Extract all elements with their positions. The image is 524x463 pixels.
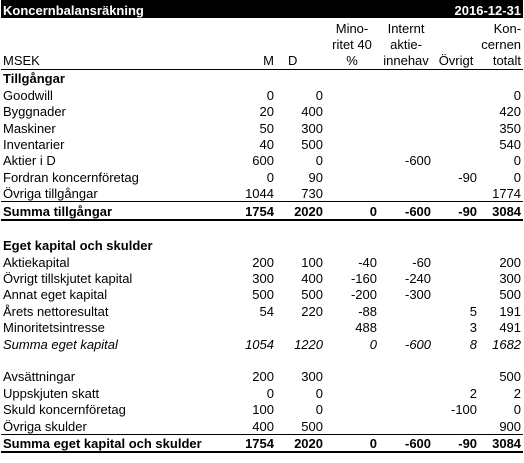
balance-table	[1, 0, 523, 453]
table-row	[1, 286, 523, 302]
row-label: Årets nettoresultat	[3, 303, 109, 319]
value-internt	[379, 417, 433, 434]
row-label: Goodwill	[3, 87, 53, 103]
value-ovrigt	[433, 152, 479, 168]
value-minoritet: -160	[350, 271, 377, 287]
table-row	[1, 319, 523, 335]
value-m: 50	[259, 120, 274, 136]
value-m: 54	[259, 303, 274, 319]
value-minoritet	[325, 86, 379, 102]
value-m: 1754	[230, 202, 276, 220]
value-internt: -600	[405, 153, 432, 169]
value-minoritet: 488	[355, 320, 377, 336]
value-d: 0	[315, 153, 323, 169]
value-internt	[379, 136, 433, 152]
value-d: 300	[301, 369, 323, 385]
value-d: 2020	[276, 434, 325, 452]
value-m: 300	[252, 271, 274, 287]
value-ovrigt	[433, 86, 479, 102]
value-internt	[379, 384, 433, 400]
value-ovrigt: 8	[469, 336, 478, 352]
value-ovrigt: 5	[469, 303, 478, 319]
value-ovrigt: -90	[458, 169, 478, 185]
value-minoritet: 0	[369, 336, 377, 352]
table-row	[1, 152, 523, 168]
header-minoritet	[325, 18, 379, 70]
value-ovrigt	[433, 270, 479, 286]
value-internt	[379, 401, 433, 417]
value-m	[230, 319, 276, 335]
value-total: 200	[499, 254, 522, 270]
value-minoritet: -88	[358, 303, 377, 319]
header-total	[479, 18, 523, 70]
value-m: 200	[252, 254, 274, 270]
value-total: 1682	[492, 336, 522, 352]
header-internt-line: innehav	[383, 53, 429, 68]
value-d: 400	[301, 104, 323, 120]
value-m: 40	[259, 136, 274, 152]
value-minoritet	[325, 368, 379, 384]
table-row	[1, 302, 523, 318]
value-m: 200	[252, 369, 274, 385]
spacer-row	[1, 220, 523, 237]
value-internt	[379, 302, 433, 318]
row-label: Fordran koncernföretag	[3, 169, 139, 185]
header-minoritet-line: %	[346, 53, 358, 68]
value-total: 3084	[479, 434, 523, 452]
value-total: 2	[513, 385, 522, 401]
value-internt	[379, 168, 433, 184]
value-minoritet	[325, 384, 379, 400]
value-ovrigt: -90	[433, 202, 479, 220]
spacer-cell	[1, 220, 523, 237]
row-label: Skuld koncernföretag	[3, 402, 126, 418]
value-internt: -240	[405, 271, 432, 287]
header-ovrigt: Övrigt	[433, 18, 479, 70]
value-total: 900	[499, 418, 522, 434]
value-ovrigt	[433, 185, 479, 202]
value-minoritet	[325, 152, 379, 168]
value-d: 2020	[276, 202, 325, 220]
value-total: 0	[513, 87, 522, 103]
value-minoritet	[325, 185, 379, 202]
value-d	[276, 319, 325, 335]
value-d: 1220	[294, 336, 323, 352]
value-total: 420	[499, 104, 522, 120]
header-minoritet-line: ritet 40	[332, 37, 372, 52]
value-internt: -600	[379, 202, 433, 220]
table-row	[1, 417, 523, 434]
value-d: 0	[315, 87, 323, 103]
value-m: 0	[266, 169, 274, 185]
value-internt	[379, 368, 433, 384]
value-m: 0	[266, 87, 274, 103]
value-ovrigt	[433, 368, 479, 384]
header-total-line: cernen	[481, 37, 522, 52]
value-m: 1054	[245, 336, 274, 352]
subtotal-row-equity	[1, 335, 523, 351]
table-row	[1, 368, 523, 384]
value-total: 500	[499, 287, 522, 303]
row-label: Aktier i D	[3, 153, 56, 169]
value-minoritet: -200	[350, 287, 377, 303]
value-ovrigt	[433, 286, 479, 302]
value-minoritet: 0	[325, 434, 379, 452]
value-d: 500	[301, 418, 323, 434]
value-ovrigt	[433, 417, 479, 434]
sum-row-assets	[1, 202, 523, 220]
value-d: 300	[301, 120, 323, 136]
section-label: Tillgångar	[3, 71, 65, 87]
value-d: 0	[315, 402, 323, 418]
value-d: 100	[301, 254, 323, 270]
value-d: 220	[301, 303, 323, 319]
spacer-cell	[1, 352, 523, 368]
header-internt-line: aktie-	[390, 37, 422, 52]
value-ovrigt	[433, 253, 479, 269]
row-label: Minoritetsintresse	[3, 320, 105, 336]
header-minoritet-line: Mino-	[335, 21, 369, 36]
value-m: 1754	[230, 434, 276, 452]
row-label: Maskiner	[3, 120, 56, 136]
value-total: 1774	[492, 186, 522, 202]
value-minoritet	[325, 119, 379, 135]
row-label: Övrigt tillskjutet kapital	[3, 271, 133, 287]
row-label: Aktiekapital	[3, 254, 70, 270]
value-internt	[379, 319, 433, 335]
row-label: Summa eget kapital	[3, 336, 118, 352]
value-ovrigt: -100	[451, 402, 478, 418]
value-internt: -600	[405, 336, 432, 352]
value-minoritet	[325, 136, 379, 152]
value-internt: -300	[405, 287, 432, 303]
value-m: 600	[252, 153, 274, 169]
value-total: 0	[513, 153, 522, 169]
row-label: Summa tillgångar	[1, 202, 230, 220]
value-ovrigt: 2	[469, 385, 478, 401]
table-row	[1, 136, 523, 152]
section-equity	[1, 237, 523, 253]
title-row	[1, 0, 523, 18]
table-row	[1, 253, 523, 269]
header-internt-line: Internt	[387, 21, 425, 36]
value-internt	[379, 185, 433, 202]
table-row	[1, 119, 523, 135]
value-minoritet	[325, 401, 379, 417]
value-total: 350	[499, 120, 522, 136]
value-ovrigt	[433, 119, 479, 135]
sum-row-liabilities	[1, 434, 523, 452]
header-msek: MSEK	[1, 18, 230, 70]
header-total-line: Kon-	[493, 21, 522, 36]
value-m: 20	[259, 104, 274, 120]
value-d: 0	[315, 385, 323, 401]
row-label: Övriga skulder	[3, 418, 87, 434]
row-label: Uppskjuten skatt	[3, 385, 100, 401]
value-minoritet	[325, 168, 379, 184]
value-total: 491	[499, 320, 522, 336]
table-row	[1, 168, 523, 184]
header-internt	[379, 18, 433, 70]
value-ovrigt	[433, 136, 479, 152]
value-total: 0	[513, 402, 522, 418]
row-label: Annat eget kapital	[3, 287, 108, 303]
row-label: Inventarier	[3, 136, 65, 152]
balance-sheet	[1, 0, 523, 461]
row-label: Avsättningar	[3, 369, 76, 385]
value-d: 90	[308, 169, 323, 185]
value-m: 100	[252, 402, 274, 418]
table-row	[1, 185, 523, 202]
value-d: 730	[301, 186, 323, 202]
table-row	[1, 401, 523, 417]
header-total-line: totalt	[492, 53, 522, 68]
value-minoritet: 0	[325, 202, 379, 220]
value-m: 400	[252, 418, 274, 434]
spacer-row	[1, 352, 523, 368]
value-internt: -60	[412, 254, 432, 270]
value-m: 0	[266, 385, 274, 401]
value-internt	[379, 86, 433, 102]
value-d: 500	[301, 287, 323, 303]
value-ovrigt: 3	[469, 320, 478, 336]
header-d: D	[276, 18, 325, 70]
value-minoritet	[325, 417, 379, 434]
section-label: Eget kapital och skulder	[3, 238, 153, 254]
value-m: 500	[252, 287, 274, 303]
value-total: 300	[499, 271, 522, 287]
value-d: 400	[301, 271, 323, 287]
value-d: 500	[301, 136, 323, 152]
value-ovrigt	[433, 103, 479, 119]
value-total: 540	[499, 136, 522, 152]
sheet-date: 2016-12-31	[433, 0, 523, 18]
table-row	[1, 103, 523, 119]
value-total: 191	[499, 303, 522, 319]
value-ovrigt: -90	[433, 434, 479, 452]
value-internt: -600	[379, 434, 433, 452]
value-minoritet	[325, 103, 379, 119]
row-label: Byggnader	[3, 104, 66, 120]
row-label: Summa eget kapital och skulder	[1, 434, 230, 452]
value-total: 500	[499, 369, 522, 385]
value-total: 3084	[479, 202, 523, 220]
value-minoritet: -40	[358, 254, 377, 270]
value-internt	[379, 103, 433, 119]
section-assets	[1, 70, 523, 87]
table-row	[1, 384, 523, 400]
table-row	[1, 86, 523, 102]
table-row	[1, 270, 523, 286]
header-m: M	[230, 18, 276, 70]
header-row	[1, 18, 523, 70]
sheet-title: Koncernbalansräkning	[1, 0, 433, 18]
value-m: 1044	[245, 186, 274, 202]
value-internt	[379, 119, 433, 135]
row-label: Övriga tillgångar	[3, 186, 98, 202]
value-total: 0	[513, 169, 522, 185]
